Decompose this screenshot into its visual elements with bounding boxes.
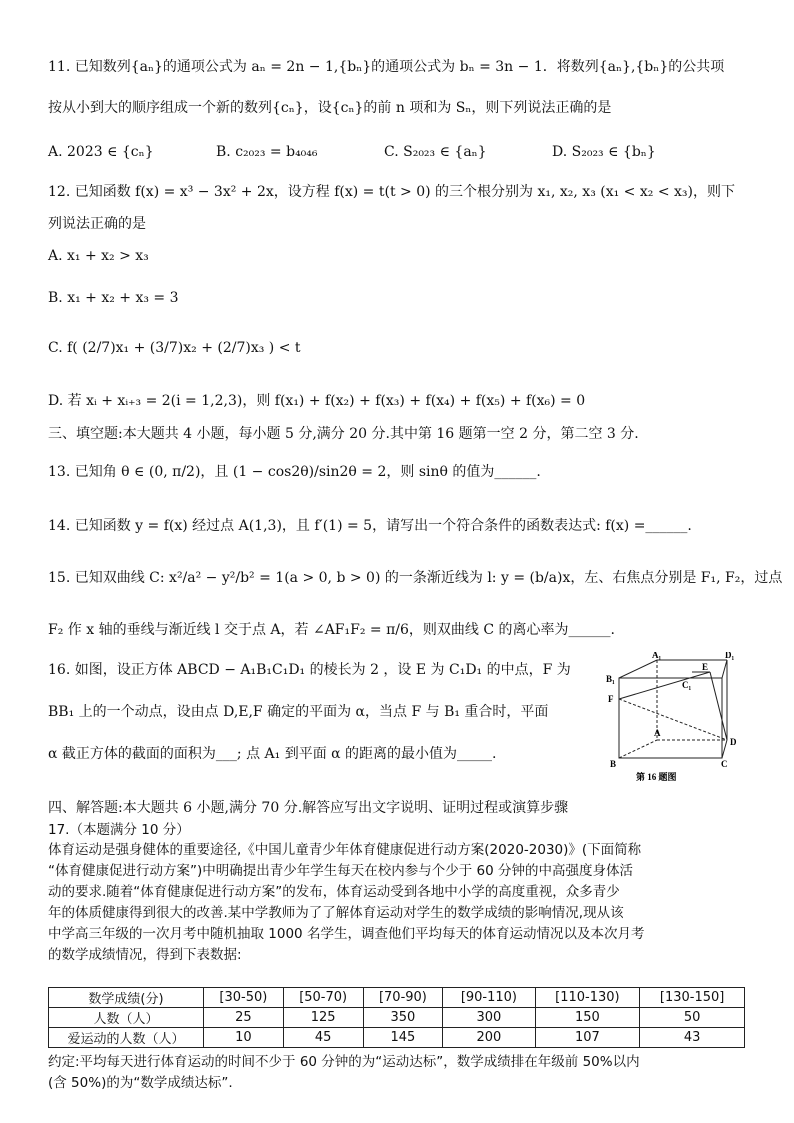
table-cell: 300 bbox=[443, 1008, 535, 1028]
score-table bbox=[48, 987, 745, 1048]
table-cell: 爱运动的人数（人） bbox=[49, 1028, 204, 1048]
table-cell: 10 bbox=[204, 1028, 284, 1048]
q14: 14. 已知函数 y = f(x) 经过点 A(1,3)，且 f′(1) = 5，请写出一个符合条件的函数表达式: f(x) =______. bbox=[48, 518, 692, 534]
label-a: A bbox=[654, 728, 661, 738]
q11-option-c: C. S₂₀₂₃ ∈ {aₙ} bbox=[384, 144, 487, 160]
label-d1: D₁ bbox=[725, 652, 735, 660]
q17-para-2: “体育健康促进行动方案”)中明确提出青少年学生每天在校内参与个少于 60 分钟的中高强度身体活 bbox=[48, 863, 634, 879]
q11-line2: 按从小到大的顺序组成一个新的数列{cₙ}，设{cₙ}的前 n 项和为 Sₙ，则下列说法正确的是 bbox=[48, 100, 612, 116]
table-header-cell: [110-130) bbox=[535, 988, 640, 1008]
table-header-cell: [70-90) bbox=[363, 988, 443, 1008]
table-cell: 25 bbox=[204, 1008, 284, 1028]
q17-para-6: 的数学成绩情况，得到下表数据: bbox=[48, 947, 242, 963]
table-header-row bbox=[49, 988, 745, 1008]
q17-title: 17.（本题满分 10 分） bbox=[48, 822, 190, 838]
table-cell: 人数（人） bbox=[49, 1008, 204, 1028]
section-3-heading: 三、填空题:本大题共 4 小题，每小题 5 分,满分 20 分.其中第 16 题第一空 2 分，第二空 3 分. bbox=[48, 426, 639, 442]
q17-para-3: 动的要求.随着“体育健康促进行动方案”的发布，体育运动受到各地中小学的高度重视，众多青少 bbox=[48, 884, 620, 900]
cube-figure bbox=[604, 652, 754, 784]
q17-note-2: (含 50%)的为“数学成绩达标”. bbox=[48, 1075, 233, 1091]
q17-para-1: 体育运动是强身健体的重要途径,《中国儿童青少年体育健康促进行动方案(2020-2030)》(下面简称 bbox=[48, 842, 642, 858]
q17-para-4: 年的体质健康得到很大的改善.某中学教师为了了解体育运动对学生的数学成绩的影响情况,现从该 bbox=[48, 905, 624, 921]
q13: 13. 已知角 θ ∈ (0, π/2)，且 (1 − cos2θ)/sin2θ = 2，则 sinθ 的值为______. bbox=[48, 464, 541, 480]
label-d: D bbox=[730, 737, 737, 747]
q12-line1: 12. 已知函数 f(x) = x³ − 3x² + 2x，设方程 f(x) = t(t > 0) 的三个根分别为 x₁, x₂, x₃ (x₁ < x₂ < x₃)，则下 bbox=[48, 184, 735, 200]
table-row bbox=[49, 1008, 745, 1028]
table-row bbox=[49, 1028, 745, 1048]
q16-line2: BB₁ 上的一个动点，设由点 D,E,F 确定的平面为 α，当点 F 与 B₁ 重合时，平面 bbox=[48, 704, 549, 720]
label-b1: B₁ bbox=[606, 674, 615, 684]
q17-para-5: 中学高三年级的一次月考中随机抽取 1000 名学生，调查他们平均每天的体育运动情况以及本次月考 bbox=[48, 926, 645, 942]
q16-line3: α 截正方体的截面的面积为___; 点 A₁ 到平面 α 的距离的最小值为_____. bbox=[48, 746, 497, 762]
q12-option-b: B. x₁ + x₂ + x₃ = 3 bbox=[48, 290, 179, 306]
table-cell: 350 bbox=[363, 1008, 443, 1028]
section-4-heading: 四、解答题:本大题共 6 小题,满分 70 分.解答应写出文字说明、证明过程或演算步骤 bbox=[48, 800, 569, 816]
table-cell: 50 bbox=[640, 1008, 745, 1028]
q16-line1: 16. 如图，设正方体 ABCD − A₁B₁C₁D₁ 的棱长为 2 ，设 E 为 C₁D₁ 的中点，F 为 bbox=[48, 662, 571, 678]
table-cell: 145 bbox=[363, 1028, 443, 1048]
label-c: C bbox=[721, 759, 728, 769]
figure-caption: 第 16 题图 bbox=[636, 772, 677, 782]
label-a1: A₁ bbox=[652, 652, 662, 660]
label-f: F bbox=[608, 694, 614, 704]
q11-line1: 11. 已知数列{aₙ}的通项公式为 aₙ = 2n − 1,{bₙ}的通项公式为 bₙ = 3n − 1．将数列{aₙ},{bₙ}的公共项 bbox=[48, 59, 725, 75]
q12-line2: 列说法正确的是 bbox=[48, 216, 146, 232]
table-header-cell: [130-150] bbox=[640, 988, 745, 1008]
q12-option-a: A. x₁ + x₂ > x₃ bbox=[48, 248, 149, 264]
table-cell: 45 bbox=[283, 1028, 363, 1048]
table-cell: 150 bbox=[535, 1008, 640, 1028]
q15-line2: F₂ 作 x 轴的垂线与渐近线 l 交于点 A，若 ∠AF₁F₂ = π/6，则双曲线 C 的离心率为______. bbox=[48, 622, 615, 638]
q11-option-d: D. S₂₀₂₃ ∈ {bₙ} bbox=[552, 144, 656, 160]
table-header-cell: [90-110) bbox=[443, 988, 535, 1008]
table-header-cell: 数学成绩(分) bbox=[49, 988, 204, 1008]
q12-option-d: D. 若 xᵢ + xᵢ₊₃ = 2(i = 1,2,3)，则 f(x₁) + f(x₂) + f(x₃) + f(x₄) + f(x₅) + f(x₆) = 0 bbox=[48, 393, 586, 409]
q11-option-a: A. 2023 ∈ {cₙ} bbox=[48, 144, 154, 160]
label-b: B bbox=[610, 759, 617, 769]
q17-note-1: 约定:平均每天进行体育运动的时间不少于 60 分钟的为“运动达标”，数学成绩排在年级前 50%以内 bbox=[48, 1054, 640, 1070]
table-cell: 200 bbox=[443, 1028, 535, 1048]
table-cell: 107 bbox=[535, 1028, 640, 1048]
q11-option-b: B. c₂₀₂₃ = b₄₀₄₆ bbox=[216, 144, 318, 160]
label-e: E bbox=[702, 662, 709, 672]
label-c1: C₁ bbox=[682, 680, 692, 690]
table-header-cell: [50-70) bbox=[283, 988, 363, 1008]
table-cell: 125 bbox=[283, 1008, 363, 1028]
q12-option-c: C. f( (2/7)x₁ + (3/7)x₂ + (2/7)x₃ ) < t bbox=[48, 340, 301, 356]
table-cell: 43 bbox=[640, 1028, 745, 1048]
q15-line1: 15. 已知双曲线 C: x²/a² − y²/b² = 1(a > 0, b > 0) 的一条渐近线为 l: y = (b/a)x，左、右焦点分别是 F₁, F₂，过点 bbox=[48, 570, 783, 586]
table-header-cell: [30-50) bbox=[204, 988, 284, 1008]
